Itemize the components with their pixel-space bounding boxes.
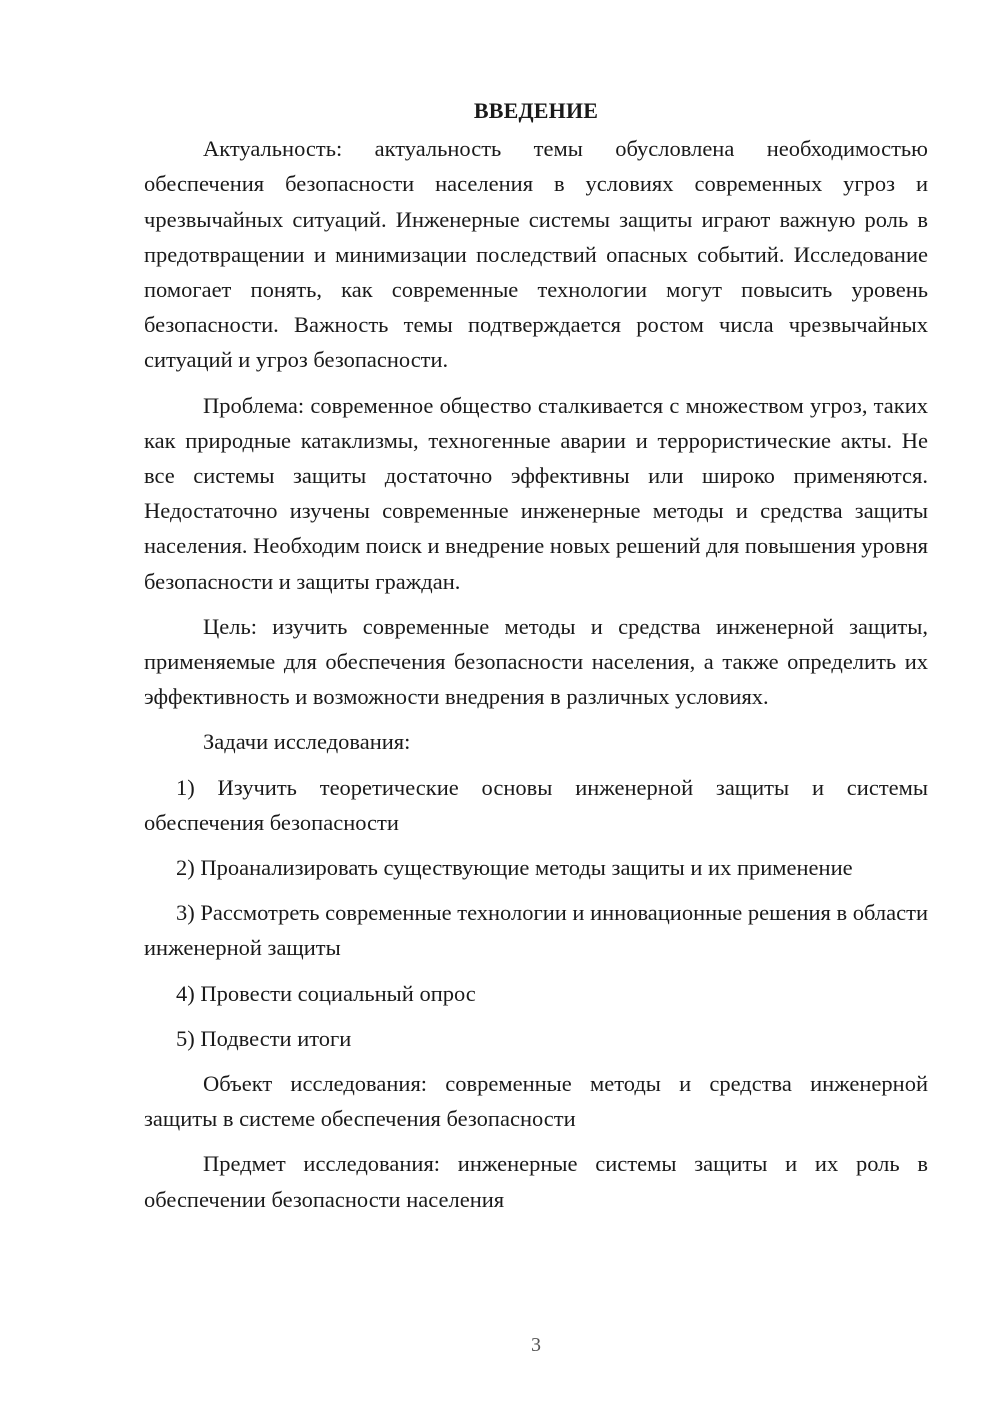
paragraph-object: Объект исследования: современные методы и средства инженерной защиты в системе обеспечения безопасности bbox=[144, 1071, 928, 1132]
paragraph-goal: Цель: изучить современные методы и средства инженерной защиты, применяемые для обеспечения безопасности населения, а также определить их эффективность и возможности внедрения в различных условиях. bbox=[144, 613, 928, 710]
task-item: 2) Проанализировать существующие методы защиты и их применение bbox=[176, 855, 853, 881]
tasks-heading: Задачи исследования: bbox=[203, 729, 411, 755]
page-number: 3 bbox=[531, 1334, 541, 1356]
paragraph-subject: Предмет исследования: инженерные системы защиты и их роль в обеспечении безопасности населения bbox=[144, 1151, 928, 1212]
task-item: 5) Подвести итоги bbox=[176, 1025, 352, 1051]
task-item: 3) Рассмотреть современные технологии и инновационные решения в области инженерной защиты bbox=[144, 900, 928, 961]
tasks-list bbox=[144, 770, 928, 1056]
task-item: 4) Провести социальный опрос bbox=[176, 980, 476, 1006]
paragraph-problem: Проблема: современное общество сталкивается с множеством угроз, таких как природные катаклизмы, техногенные аварии и террористические акты. Не все системы защиты достаточно эффективны или широко применяются. Недостаточно изучены современные инженерные методы и средства защиты населения. Необходим поиск и внедрение новых решений для повышения уровня безопасности и защиты граждан. bbox=[144, 392, 928, 594]
paragraph-relevance: Актуальность: актуальность темы обусловлена необходимостью обеспечения безопасности населения в условиях современных угроз и чрезвычайных ситуаций. Инженерные системы защиты играют важную роль в предотвращении и минимизации последствий опасных событий. Исследование помогает понять, как современные технологии могут повысить уровень безопасности. Важность темы подтверждается ростом числа чрезвычайных ситуаций и угроз безопасности. bbox=[144, 136, 928, 373]
page-title: ВВЕДЕНИЕ bbox=[473, 98, 599, 123]
task-item: 1) Изучить теоретические основы инженерной защиты и системы обеспечения безопасности bbox=[144, 774, 928, 835]
page-content bbox=[144, 93, 928, 1227]
